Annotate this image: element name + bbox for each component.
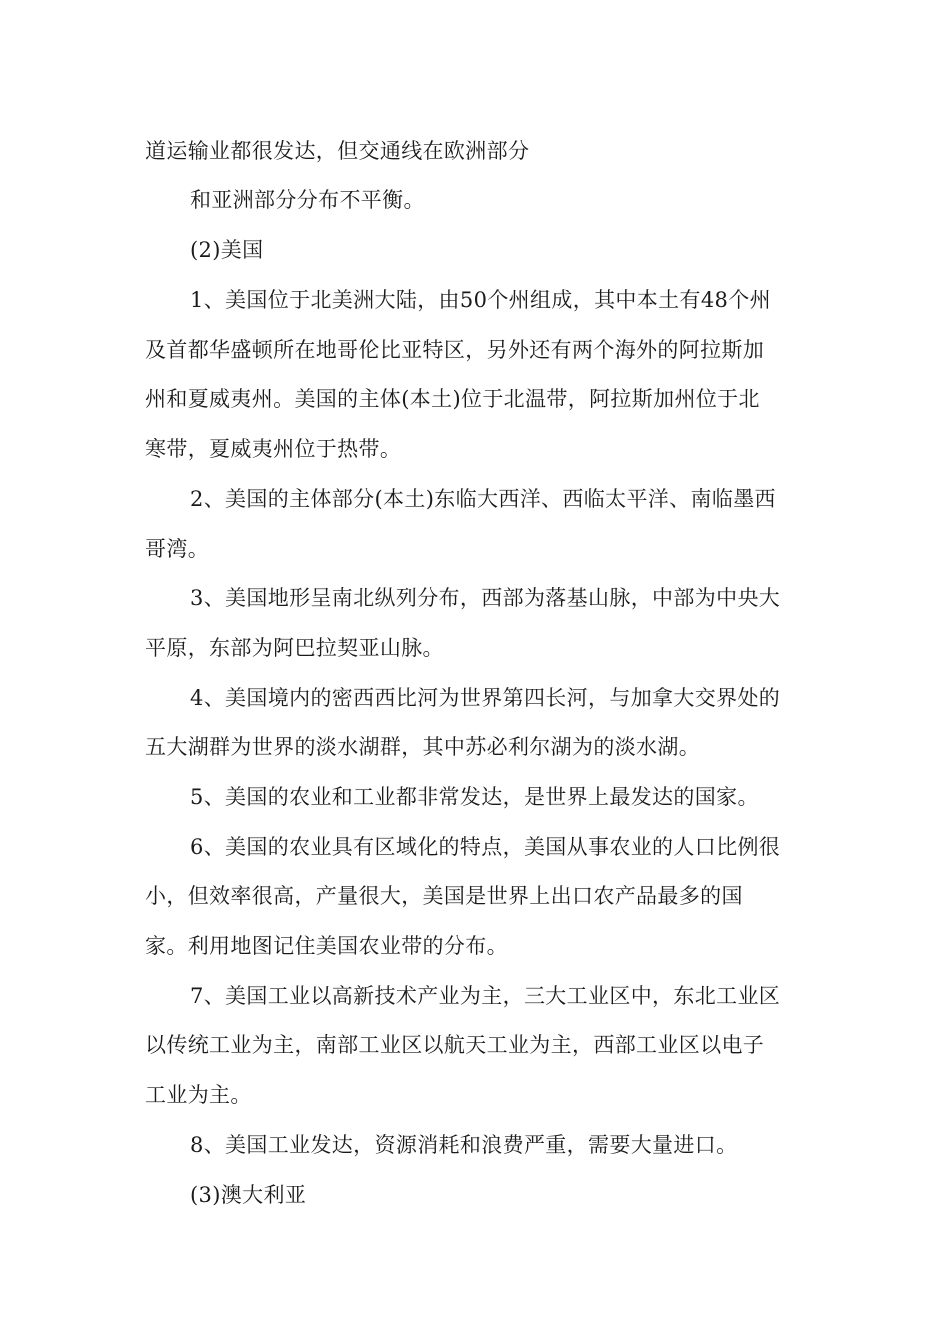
- paragraph-line: 7、美国工业以高新技术产业为主，三大工业区中，东北工业区: [190, 984, 781, 1008]
- section-heading-australia: (3)澳大利亚: [190, 1183, 307, 1207]
- paragraph-line: 哥湾。: [145, 537, 210, 561]
- paragraph-line: 1、美国位于北美洲大陆，由50个州组成，其中本土有48个州: [190, 288, 771, 312]
- paragraph-line: 和亚洲部分分布不平衡。: [190, 188, 425, 212]
- paragraph-line: 五大湖群为世界的淡水湖群，其中苏必利尔湖为的淡水湖。: [145, 735, 701, 759]
- paragraph-line: 小，但效率很高，产量很大，美国是世界上出口农产品最多的国: [145, 884, 743, 908]
- paragraph-line: 8、美国工业发达，资源消耗和浪费严重，需要大量进口。: [190, 1133, 738, 1157]
- paragraph-line: 以传统工业为主，南部工业区以航天工业为主，西部工业区以电子: [145, 1033, 765, 1057]
- paragraph-line: 州和夏威夷州。美国的主体(本土)位于北温带，阿拉斯加州位于北: [145, 387, 760, 411]
- paragraph-line: 6、美国的农业具有区域化的特点，美国从事农业的人口比例很: [190, 835, 781, 859]
- paragraph-line: 2、美国的主体部分(本土)东临大西洋、西临太平洋、南临墨西: [190, 487, 776, 511]
- paragraph-line: 5、美国的农业和工业都非常发达，是世界上最发达的国家。: [190, 785, 759, 809]
- paragraph-line: 平原，东部为阿巴拉契亚山脉。: [145, 636, 444, 660]
- section-heading-usa: (2)美国: [190, 238, 264, 262]
- paragraph-line: 寒带，夏威夷州位于热带。: [145, 437, 402, 461]
- paragraph-line: 工业为主。: [145, 1083, 252, 1107]
- paragraph-line: 3、美国地形呈南北纵列分布，西部为落基山脉，中部为中央大: [190, 586, 781, 610]
- paragraph-line: 及首都华盛顿所在地哥伦比亚特区，另外还有两个海外的阿拉斯加: [145, 338, 765, 362]
- paragraph-line: 家。利用地图记住美国农业带的分布。: [145, 934, 508, 958]
- paragraph-line: 4、美国境内的密西西比河为世界第四长河，与加拿大交界处的: [190, 686, 781, 710]
- paragraph-line: 道运输业都很发达，但交通线在欧洲部分: [145, 139, 530, 163]
